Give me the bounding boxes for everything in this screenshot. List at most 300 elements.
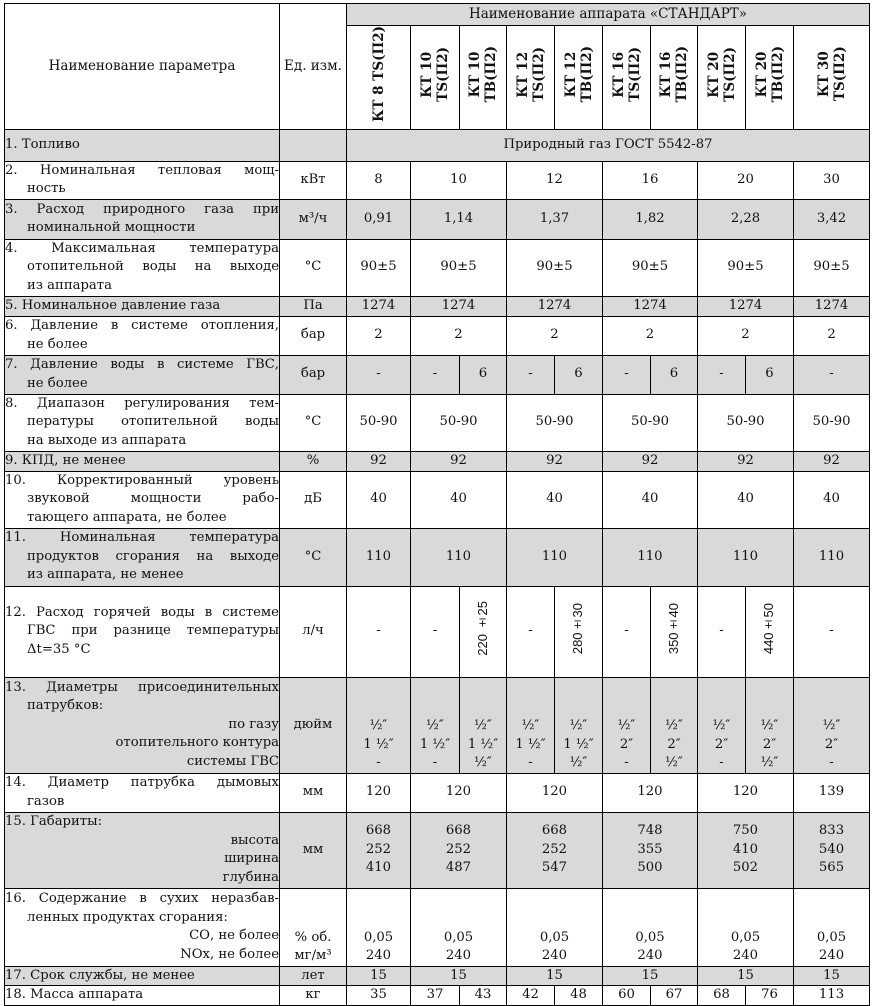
value-cell: 2: [603, 316, 698, 355]
param-line: 9. КПД, не менее: [5, 452, 126, 468]
value-line: 668: [541, 823, 568, 839]
value-line: 547: [541, 860, 568, 876]
table-row: [5, 161, 870, 199]
value-stack: [794, 822, 869, 878]
value-line: ½″: [569, 718, 588, 733]
value-stack: [603, 929, 697, 966]
unit-cell: дюйм: [280, 677, 347, 773]
model-name: КТ 30 TS(П2): [815, 46, 848, 102]
value-cell: 6: [651, 355, 698, 394]
value-cell: 40: [603, 471, 698, 528]
param-line: 5. Номинальное давление газа: [5, 297, 221, 313]
value-line: 1 ½″: [363, 736, 394, 752]
value-cell: 2,28: [698, 199, 794, 239]
value-cell: 20: [698, 161, 794, 199]
unit-cell: Па: [280, 296, 347, 316]
value-cell: 2: [507, 316, 603, 355]
unit-cell: лет: [280, 966, 347, 986]
value-cell: 90±5: [698, 239, 794, 296]
param-line: 14. Диаметр патрубка дымовых: [5, 775, 279, 790]
value-cell: -: [603, 355, 651, 394]
value-stack: [507, 822, 602, 878]
param-name: [5, 129, 280, 161]
value-line: 0,05: [443, 929, 474, 945]
model-name: КТ 20 TS(П2): [705, 46, 738, 102]
param-line: 18. Масса аппарата: [5, 987, 144, 1002]
value-cell: 1274: [794, 296, 870, 316]
value-cell: -: [347, 586, 411, 677]
model-header: [460, 26, 507, 130]
param-line: из аппарата, не менее: [27, 567, 184, 583]
param-line: не более: [27, 336, 88, 352]
value-line: 0,05: [363, 929, 394, 945]
value-cell: [555, 677, 603, 773]
value-cell: [794, 888, 870, 966]
flow-rate-value: 280±30: [570, 602, 586, 654]
param-name: [5, 451, 280, 471]
value-line: ½″: [822, 718, 841, 733]
param-name: [5, 199, 280, 239]
value-cell: 15: [698, 966, 794, 986]
value-cell: [698, 888, 794, 966]
unit-cell: °С: [280, 239, 347, 296]
param-line: на выходе из аппарата: [27, 432, 187, 448]
value-stack: [555, 717, 602, 773]
value-cell: 113: [794, 986, 870, 1006]
unit-cell: м³/ч: [280, 199, 347, 239]
value-line: 240: [445, 948, 472, 963]
value-cell: 92: [698, 451, 794, 471]
value-cell: 12: [507, 161, 603, 199]
value-stack: [507, 717, 554, 773]
value-cell: 1274: [347, 296, 411, 316]
value-cell: 110: [411, 528, 507, 586]
value-line: 410: [732, 841, 759, 857]
value-line: 410: [365, 860, 392, 876]
param-line: Δt=35 °С: [27, 641, 91, 657]
value-cell: [794, 677, 870, 773]
value-line: ½″: [521, 718, 540, 733]
value-cell: 90±5: [603, 239, 698, 296]
param-name: [5, 528, 280, 586]
param-line: 16. Содержание в сухих неразбав-: [5, 891, 279, 906]
model-header: [411, 26, 460, 130]
value-cell: 15: [603, 966, 698, 986]
param-subline: высота: [230, 832, 279, 848]
table-row: [5, 239, 870, 296]
value-cell: -: [411, 586, 460, 677]
value-line: 750: [732, 823, 759, 839]
value-line: -: [624, 755, 629, 770]
value-line: 240: [732, 948, 759, 963]
value-line: ½″: [426, 718, 444, 733]
value-cell: [603, 677, 651, 773]
value-stack: [411, 822, 506, 878]
value-cell: 92: [411, 451, 507, 471]
value-line: 1 ½″: [515, 736, 546, 752]
unit-cell: л/ч: [280, 586, 347, 677]
value-cell: 120: [698, 773, 794, 812]
value-cell: 2: [698, 316, 794, 355]
value-cell: 50-90: [698, 394, 794, 451]
value-cell: 90±5: [794, 239, 870, 296]
value-cell: [411, 888, 507, 966]
value-cell: 1274: [507, 296, 603, 316]
value-cell: 110: [347, 528, 411, 586]
unit-value: мг/м³: [294, 948, 332, 963]
value-cell: 92: [507, 451, 603, 471]
value-cell: 6: [746, 355, 794, 394]
value-cell: -: [698, 355, 746, 394]
value-stack: [603, 717, 650, 773]
value-cell: 16: [603, 161, 698, 199]
value-cell: 1,37: [507, 199, 603, 239]
value-line: 748: [637, 823, 663, 839]
table-row: [5, 888, 870, 966]
value-line: 668: [445, 823, 472, 839]
table-row: [5, 451, 870, 471]
value-cell: [698, 677, 746, 773]
value-line: 1 ½″: [563, 736, 594, 752]
value-stack: [651, 717, 697, 773]
value-cell: [746, 677, 794, 773]
value-line: 2″: [667, 736, 681, 752]
table-row: [5, 966, 870, 986]
unit-stack: [280, 929, 346, 966]
model-header: [603, 26, 651, 130]
value-cell: -: [347, 355, 411, 394]
value-cell: [411, 677, 460, 773]
param-line: звуковой мощности рабо-: [27, 491, 279, 507]
value-cell: 110: [794, 528, 870, 586]
value-cell: 1274: [698, 296, 794, 316]
model-header: [698, 26, 746, 130]
param-column-header: Наименование параметра: [5, 4, 280, 130]
unit-cell: бар: [280, 316, 347, 355]
value-cell: 120: [507, 773, 603, 812]
unit-cell: °С: [280, 394, 347, 451]
value-cell: 42: [507, 986, 555, 1006]
value-line: -: [719, 755, 724, 770]
value-cell: 6: [460, 355, 507, 394]
table-row: [5, 471, 870, 528]
value-line: 0,05: [539, 929, 570, 945]
param-line: 4. Максимальная температура: [5, 240, 279, 256]
value-line: -: [829, 755, 834, 770]
model-header: [555, 26, 603, 130]
unit-column-header: Ед. изм.: [280, 4, 347, 130]
value-cell: [347, 812, 411, 888]
value-line: 540: [818, 841, 845, 857]
value-line: 252: [445, 841, 472, 857]
param-line: 12. Расход горячей воды в системе: [5, 604, 279, 620]
value-line: 240: [637, 948, 663, 963]
param-line: 13. Диаметры присоединительных: [5, 679, 279, 695]
value-cell: 48: [555, 986, 603, 1006]
param-line: ГВС при разнице температуры: [27, 623, 279, 639]
value-cell: [651, 677, 698, 773]
value-cell: 15: [411, 966, 507, 986]
value-cell: 40: [411, 471, 507, 528]
table-row: [5, 677, 870, 773]
value-cell: 120: [603, 773, 698, 812]
value-stack: [347, 929, 410, 966]
value-cell: 37: [411, 986, 460, 1006]
value-cell: 68: [698, 986, 746, 1006]
param-line: 15. Габариты:: [5, 814, 103, 829]
param-line: 10. Корректированный уровень: [5, 472, 279, 488]
value-stack: [411, 929, 506, 966]
value-line: -: [432, 755, 438, 770]
value-cell: [651, 586, 698, 677]
value-cell: 139: [794, 773, 870, 812]
value-cell: [411, 812, 507, 888]
value-cell: 2: [411, 316, 507, 355]
value-line: 502: [732, 860, 759, 876]
param-name: [5, 966, 280, 986]
param-name: [5, 986, 280, 1006]
value-cell: 67: [651, 986, 698, 1006]
value-cell: 120: [347, 773, 411, 812]
value-line: 2″: [619, 736, 634, 752]
model-name: КТ 10 TS(П2): [419, 46, 451, 102]
value-cell: 30: [794, 161, 870, 199]
value-cell: 110: [507, 528, 603, 586]
value-cell: [555, 586, 603, 677]
value-line: 0,05: [816, 929, 847, 945]
param-subline: NOx, не более: [180, 946, 279, 962]
flow-rate-value: 350±40: [665, 602, 681, 654]
value-cell: -: [507, 586, 555, 677]
param-line: 7. Давление воды в системе ГВС,: [5, 357, 279, 372]
table-row: [5, 528, 870, 586]
param-name: [5, 355, 280, 394]
model-header: [651, 26, 698, 130]
value-cell: -: [507, 355, 555, 394]
value-cell: [698, 812, 794, 888]
model-name: КТ 20 ТВ(П2): [753, 45, 786, 103]
value-line: 252: [541, 841, 568, 857]
table-row: [5, 773, 870, 812]
value-line: ½″: [712, 718, 731, 733]
param-subline: ширина: [224, 851, 279, 866]
table-row: [5, 986, 870, 1006]
table-row: [5, 199, 870, 239]
param-line: продуктов сгорания на выходе: [27, 548, 279, 564]
value-line: ½″: [474, 718, 492, 733]
table-row: [5, 394, 870, 451]
value-cell: 15: [794, 966, 870, 986]
param-name: [5, 471, 280, 528]
value-cell: [507, 812, 603, 888]
value-cell: 40: [347, 471, 411, 528]
unit-cell: мм: [280, 812, 347, 888]
value-stack: [603, 822, 697, 878]
value-cell: -: [794, 586, 870, 677]
value-cell: 6: [555, 355, 603, 394]
unit-cell: бар: [280, 355, 347, 394]
value-cell: 40: [794, 471, 870, 528]
param-subline: по газу: [228, 716, 279, 732]
value-line: 252: [365, 841, 392, 857]
value-cell: 50-90: [347, 394, 411, 451]
param-line: 8. Диапазон регулирования тем-: [5, 395, 279, 411]
table-row: [5, 812, 870, 888]
value-cell: 90±5: [411, 239, 507, 296]
value-line: ½″: [569, 755, 588, 770]
model-header: [507, 26, 555, 130]
value-cell: -: [698, 586, 746, 677]
value-cell: 50-90: [794, 394, 870, 451]
value-cell: 50-90: [603, 394, 698, 451]
value-stack: [460, 717, 506, 773]
value-cell: [347, 677, 411, 773]
value-line: ½″: [760, 755, 779, 770]
param-line: из аппарата: [27, 277, 112, 293]
unit-cell: кВт: [280, 161, 347, 199]
value-line: 0,05: [730, 929, 761, 945]
param-line: патрубков:: [27, 698, 104, 714]
value-cell: [746, 586, 794, 677]
value-line: 240: [541, 948, 568, 963]
model-header: [794, 26, 870, 130]
value-line: 2″: [824, 736, 839, 752]
value-stack: [746, 717, 793, 773]
table-row: [5, 296, 870, 316]
param-name: [5, 812, 280, 888]
param-name: [5, 316, 280, 355]
value-line: 833: [818, 823, 845, 839]
value-line: 2″: [714, 736, 729, 752]
value-cell: 8: [347, 161, 411, 199]
value-cell: 90±5: [347, 239, 411, 296]
unit-cell: [280, 129, 347, 161]
value-cell: 43: [460, 986, 507, 1006]
unit-cell: кг: [280, 986, 347, 1006]
table-row: [5, 586, 870, 677]
param-line: ленных продуктах сгорания:: [27, 909, 228, 925]
value-line: 487: [445, 860, 472, 876]
model-header: [746, 26, 794, 130]
value-stack: [698, 929, 793, 966]
value-line: 240: [365, 948, 392, 963]
value-cell: 15: [507, 966, 603, 986]
unit-cell: мм: [280, 773, 347, 812]
value-line: 1 ½″: [467, 736, 499, 752]
param-subline: глубина: [222, 869, 279, 885]
value-cell: 40: [507, 471, 603, 528]
model-name: КТ 12 ТВ(П2): [562, 45, 595, 103]
param-name: [5, 888, 280, 966]
param-name: [5, 773, 280, 812]
value-cell: 76: [746, 986, 794, 1006]
param-name: [5, 296, 280, 316]
value-line: ½″: [617, 718, 636, 733]
value-cell: [794, 812, 870, 888]
model-name: КТ 10 ТВ(П2): [467, 45, 499, 103]
param-line: номинальной мощности: [27, 220, 196, 235]
value-cell: -: [411, 355, 460, 394]
value-cell: [460, 586, 507, 677]
value-cell: -: [603, 586, 651, 677]
param-line: тающего аппарата, не более: [27, 509, 227, 525]
value-stack: [698, 717, 745, 773]
param-name: [5, 677, 280, 773]
fuel-value: Природный газ ГОСТ 5542-87: [347, 129, 870, 161]
value-cell: 40: [698, 471, 794, 528]
value-stack: [794, 929, 869, 966]
value-line: ½″: [665, 755, 683, 770]
flow-rate-value: 220 ±25: [474, 600, 490, 656]
value-line: ½″: [665, 718, 683, 733]
value-line: 0,05: [635, 929, 665, 945]
value-line: -: [528, 755, 533, 770]
value-cell: 92: [347, 451, 411, 471]
unit-value: % об.: [294, 929, 332, 945]
value-stack: [347, 717, 410, 773]
model-name: КТ 16 ТВ(П2): [658, 45, 690, 103]
param-line: 3. Расход природного газа при: [5, 201, 279, 217]
value-cell: [460, 677, 507, 773]
value-cell: [603, 812, 698, 888]
value-line: 240: [818, 948, 845, 963]
value-cell: [603, 888, 698, 966]
value-cell: 60: [603, 986, 651, 1006]
param-line: 11. Номинальная температура: [5, 530, 279, 546]
value-line: ½″: [369, 718, 388, 733]
param-line: 17. Срок службы, не менее: [5, 967, 195, 983]
param-line: 6. Давление в системе отопления,: [5, 318, 279, 333]
param-subline: отопительного контура: [115, 735, 279, 751]
value-cell: 2: [794, 316, 870, 355]
value-cell: 15: [347, 966, 411, 986]
table-row: [5, 129, 870, 161]
value-cell: 0,91: [347, 199, 411, 239]
value-cell: [347, 888, 411, 966]
param-name: [5, 161, 280, 199]
model-group-header: Наименование аппарата «СТАНДАРТ»: [347, 4, 870, 26]
value-cell: 50-90: [411, 394, 507, 451]
value-cell: 1,14: [411, 199, 507, 239]
value-stack: [507, 929, 602, 966]
param-name: [5, 394, 280, 451]
value-line: 2″: [762, 736, 777, 752]
value-line: 355: [637, 841, 663, 857]
value-line: 500: [637, 860, 663, 876]
param-line: пературы отопительной воды: [27, 414, 279, 430]
unit-cell: [280, 888, 347, 966]
value-cell: 1274: [411, 296, 507, 316]
value-cell: 3,42: [794, 199, 870, 239]
unit-cell: %: [280, 451, 347, 471]
value-line: 1 ½″: [419, 736, 451, 752]
table-row: [5, 355, 870, 394]
value-cell: 90±5: [507, 239, 603, 296]
param-name: [5, 239, 280, 296]
param-subline: СО, не более: [189, 928, 279, 943]
param-line: 2. Номинальная тепловая мощ-: [5, 162, 279, 178]
value-cell: 110: [698, 528, 794, 586]
value-cell: 10: [411, 161, 507, 199]
value-stack: [794, 717, 869, 773]
value-cell: [507, 677, 555, 773]
value-line: 668: [365, 823, 392, 839]
param-name: [5, 586, 280, 677]
table-row: [5, 316, 870, 355]
value-cell: 2: [347, 316, 411, 355]
model-name: КТ 16 TS(П2): [610, 46, 643, 102]
model-name: КТ 8 TS(П2): [370, 26, 387, 122]
